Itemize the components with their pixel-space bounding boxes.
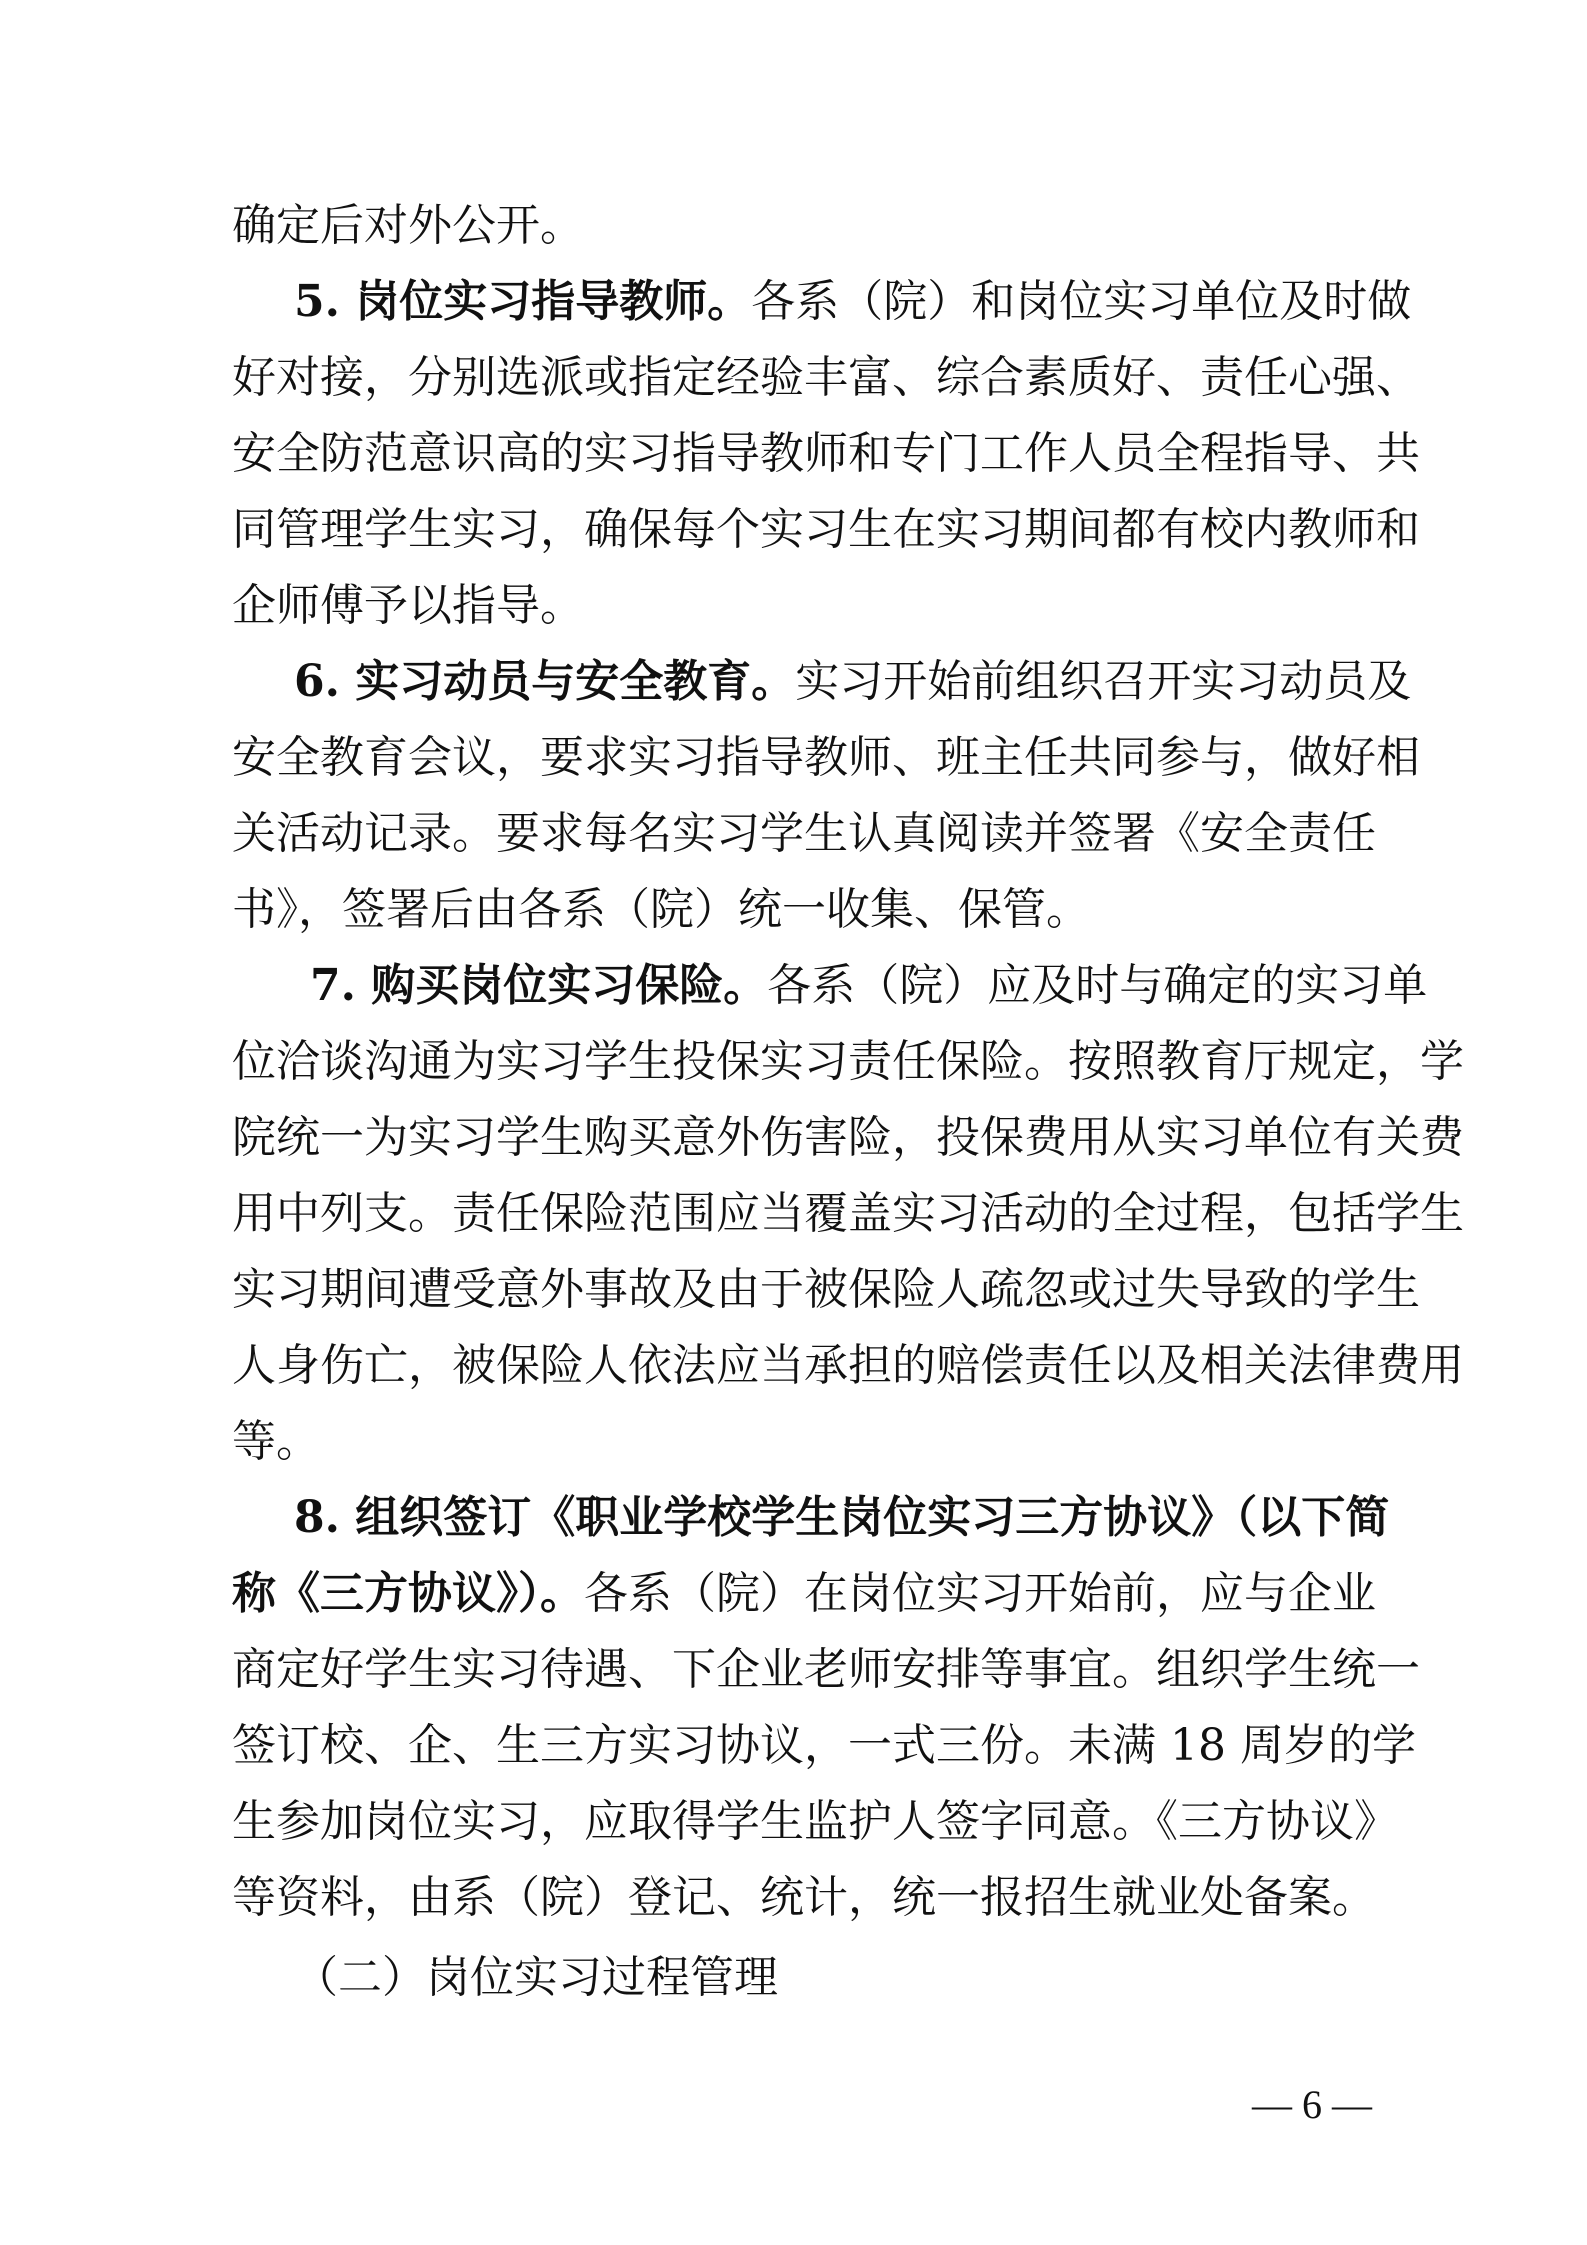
- item-heading: 7. 购买岗位实习保险。: [310, 960, 768, 1011]
- paragraph-line: 签订校、企、生三方实习协议，一式三份。未满 18 周岁的学: [232, 1720, 1416, 1771]
- paragraph-line: 等。: [232, 1416, 320, 1467]
- paragraph-text: 各系（院）在岗位实习开始前，应与企业: [584, 1568, 1376, 1619]
- paragraph-line: 企师傅予以指导。: [232, 580, 584, 631]
- paragraph-line: 位洽谈沟通为实习学生投保实习责任保险。按照教育厅规定，学: [232, 1036, 1464, 1087]
- paragraph-line: 等资料，由系（院）登记、统计，统一报招生就业处备案。: [232, 1872, 1376, 1923]
- item-heading: 称《三方协议》）。: [232, 1568, 584, 1619]
- paragraph-line: 安全防范意识高的实习指导教师和专门工作人员全程指导、共: [232, 428, 1420, 479]
- paragraph-line: 生参加岗位实习，应取得学生监护人签字同意。《三方协议》: [232, 1796, 1398, 1847]
- section-heading: （二）岗位实习过程管理: [294, 1952, 778, 2003]
- item-heading: 8. 组织签订《职业学校学生岗位实习三方协议》（以下简: [294, 1492, 1390, 1543]
- paragraph-line: 好对接，分别选派或指定经验丰富、综合素质好、责任心强、: [232, 352, 1420, 403]
- item-heading: 6. 实习动员与安全教育。: [294, 656, 796, 707]
- paragraph-text: 各系（院）和岗位实习单位及时做: [751, 276, 1412, 327]
- paragraph-line: 安全教育会议，要求实习指导教师、班主任共同参与，做好相: [232, 732, 1420, 783]
- paragraph-7-first-line: [232, 948, 1428, 1024]
- paragraph-line: 院统一为实习学生购买意外伤害险，投保费用从实习单位有关费: [232, 1112, 1464, 1163]
- paragraph-line: 书》，签署后由各系（院）统一收集、保管。: [232, 884, 1090, 935]
- paragraph-line: 实习期间遭受意外事故及由于被保险人疏忽或过失导致的学生: [232, 1264, 1420, 1315]
- paragraph-8-second-line: [232, 1556, 1376, 1632]
- page-number: — 6 —: [1252, 2082, 1372, 2127]
- paragraph-line: 确定后对外公开。: [232, 200, 584, 251]
- paragraph-line: 人身伤亡，被保险人依法应当承担的赔偿责任以及相关法律费用: [232, 1340, 1464, 1391]
- paragraph-text: 各系（院）应及时与确定的实习单: [767, 960, 1428, 1011]
- paragraph-line: 关活动记录。要求每名实习学生认真阅读并签署《安全责任: [232, 808, 1376, 859]
- paragraph-line: 同管理学生实习，确保每个实习生在实习期间都有校内教师和: [232, 504, 1420, 555]
- item-heading: 5. 岗位实习指导教师。: [294, 276, 752, 327]
- document-body: [232, 188, 1464, 2016]
- paragraph-6-first-line: [232, 644, 1412, 720]
- paragraph-line: 商定好学生实习待遇、下企业老师安排等事宜。组织学生统一: [232, 1644, 1420, 1695]
- paragraph-text: 实习开始前组织召开实习动员及: [795, 656, 1412, 707]
- paragraph-line: 用中列支。责任保险范围应当覆盖实习活动的全过程，包括学生: [232, 1188, 1464, 1239]
- paragraph-5-first-line: [232, 264, 1412, 340]
